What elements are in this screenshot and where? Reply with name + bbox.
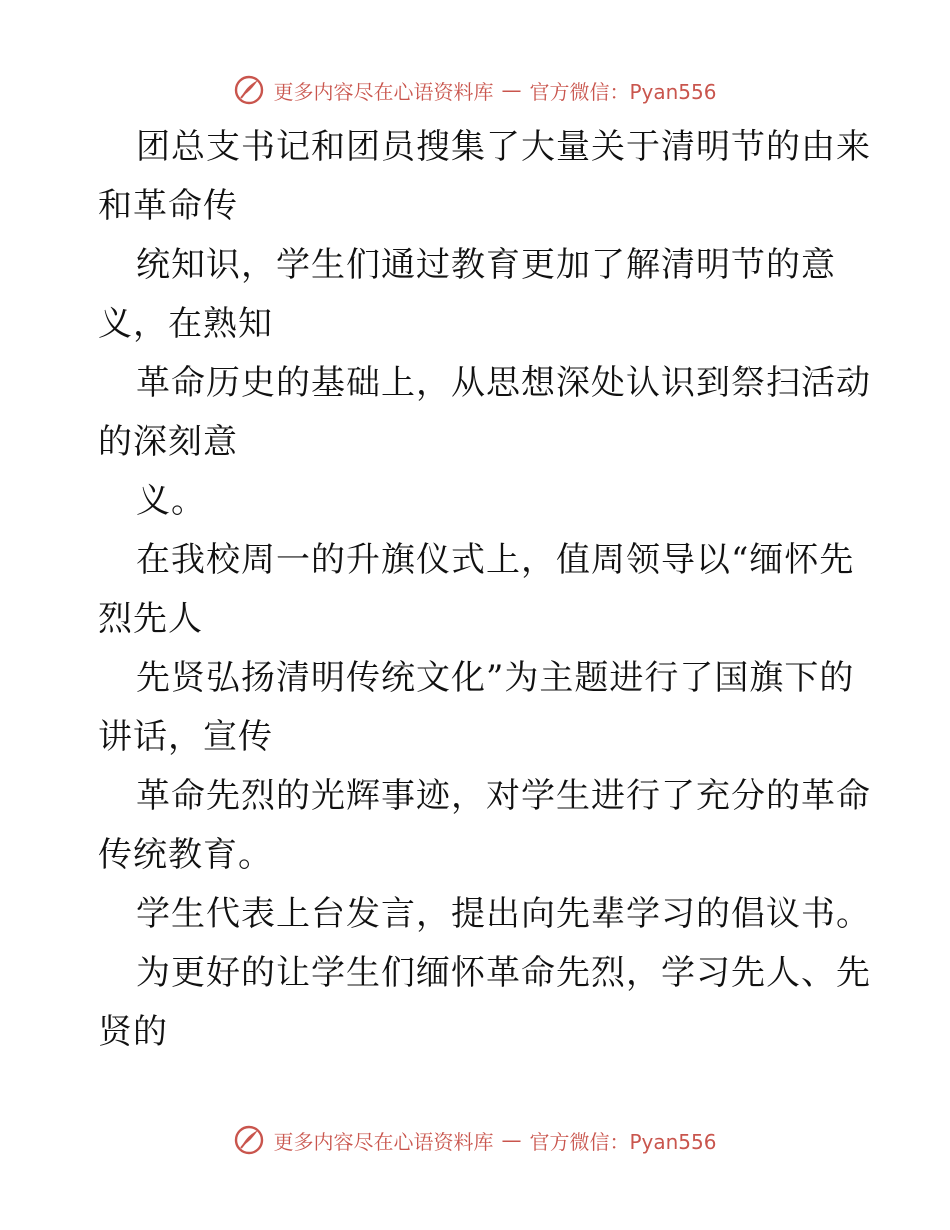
- paragraph-line: 义，在熟知: [98, 304, 273, 344]
- header-banner: [0, 70, 950, 110]
- paragraph-line: 和革命传: [98, 186, 238, 226]
- paragraph-line: 讲话，宣传: [98, 717, 273, 757]
- paragraph-line: 团总支书记和团员搜集了大量关于清明节的由来: [136, 127, 871, 167]
- header-banner-text: 更多内容尽在心语资料库: [273, 79, 494, 104]
- paragraph-line: 烈先人: [98, 599, 203, 639]
- paragraph-line: 学生代表上台发言，提出向先辈学习的倡议书。: [136, 894, 871, 934]
- paragraph-line: 贤的: [98, 1012, 168, 1052]
- footer-banner: [0, 1120, 950, 1160]
- footer-banner-account: 官方微信：Pyan556: [529, 1129, 717, 1154]
- footer-banner-separator: —: [501, 1128, 522, 1152]
- paragraph-line: 先贤弘扬清明传统文化”为主题进行了国旗下的: [136, 658, 855, 698]
- document-body: [98, 118, 871, 1062]
- footer-banner-text: 更多内容尽在心语资料库: [273, 1129, 494, 1154]
- quill-logo-icon: [233, 1124, 265, 1156]
- paragraph-line: 革命先烈的光辉事迹，对学生进行了充分的革命: [136, 776, 871, 816]
- paragraph-line: 统知识，学生们通过教育更加了解清明节的意: [136, 245, 836, 285]
- paragraph-line: 传统教育。: [98, 835, 273, 875]
- paragraph-line: 的深刻意: [98, 422, 238, 462]
- quill-logo-icon: [233, 74, 265, 106]
- paragraph-line: 在我校周一的升旗仪式上，值周领导以“缅怀先: [136, 540, 855, 580]
- header-banner-separator: —: [501, 78, 522, 102]
- header-banner-account: 官方微信：Pyan556: [529, 79, 717, 104]
- paragraph-line: 为更好的让学生们缅怀革命先烈，学习先人、先: [136, 953, 871, 993]
- paragraph-line: 革命历史的基础上，从思想深处认识到祭扫活动: [136, 363, 871, 403]
- paragraph-line: 义。: [136, 481, 206, 521]
